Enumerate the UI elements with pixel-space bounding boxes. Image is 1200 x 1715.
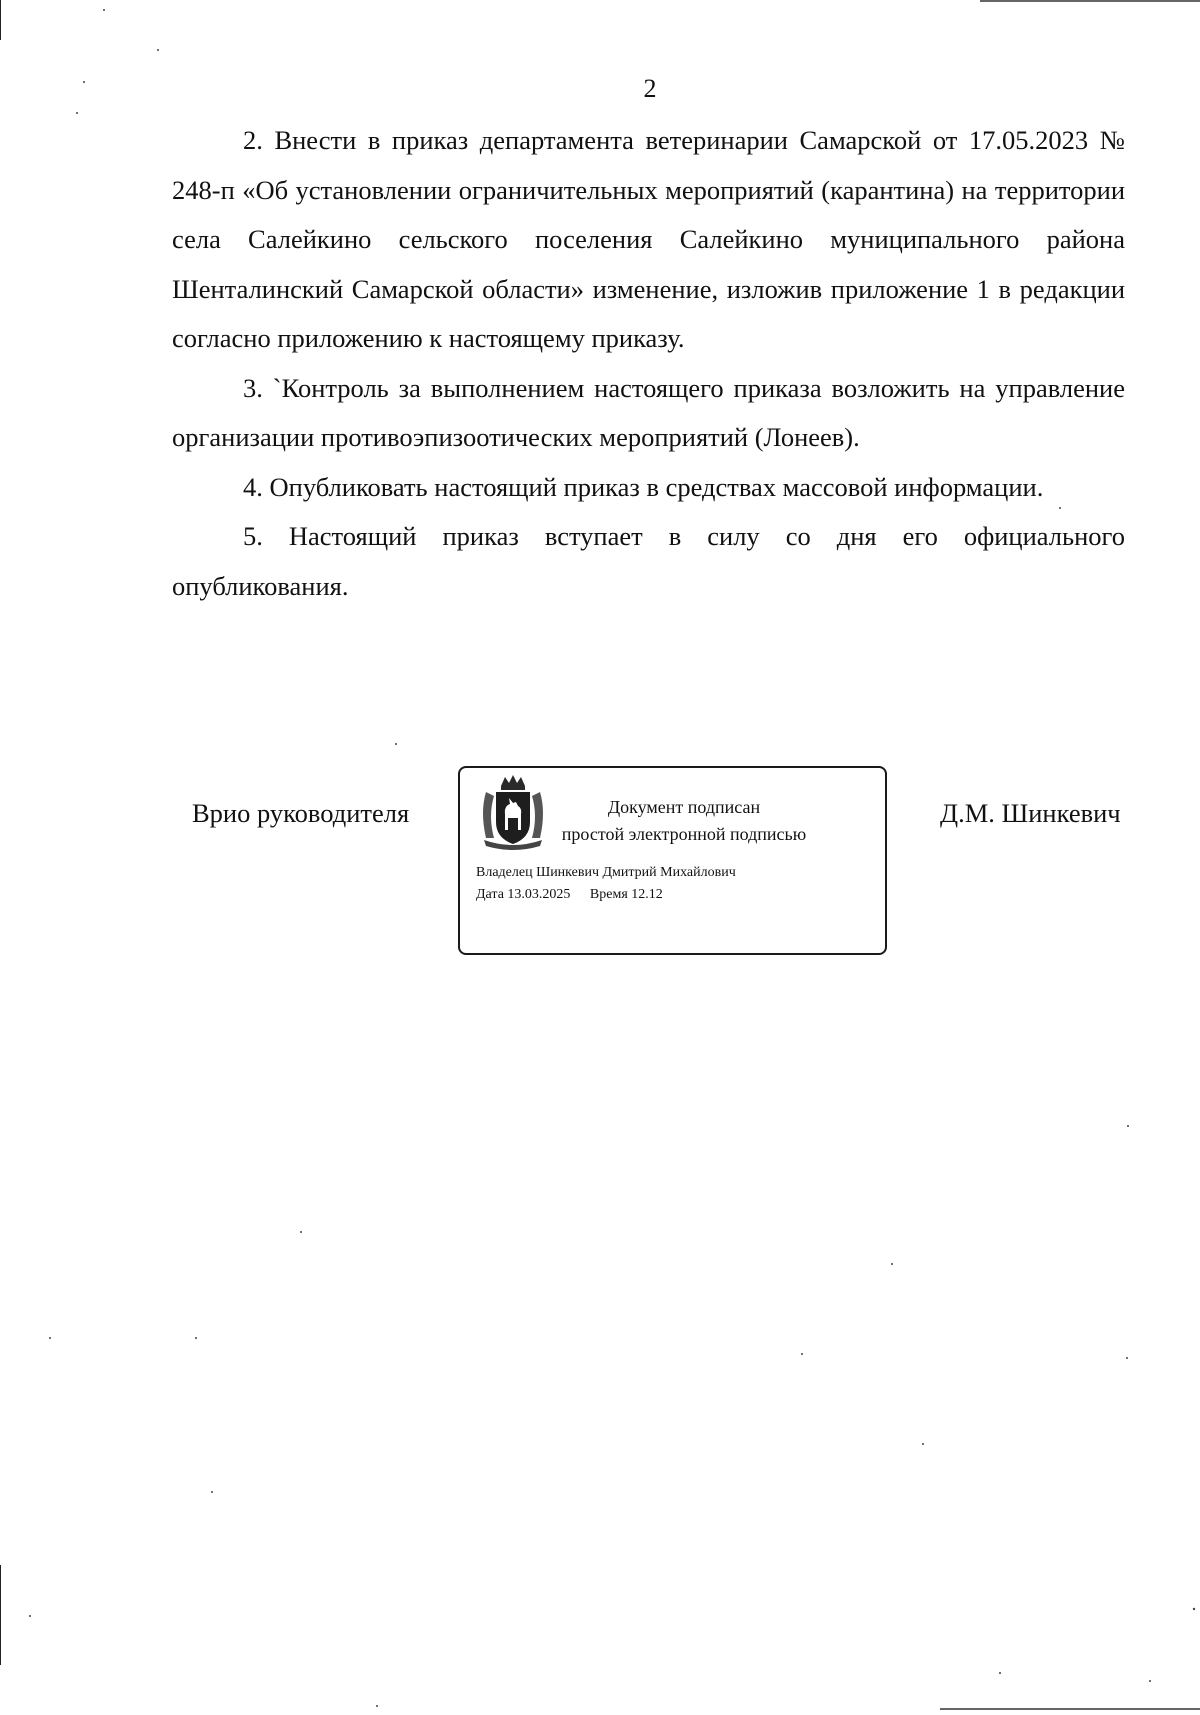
- paragraph-item-3: 3. `Контроль за выполнением настоящего приказа возложить на управление организации противоэпизоотических мероприятий (Лонеев).: [172, 372, 1125, 452]
- stamp-date-time: [476, 886, 663, 904]
- order-body: [172, 116, 1125, 611]
- stamp-subheading: простой электронной подписью: [561, 824, 807, 844]
- paragraph-item-5: 5. Настоящий приказ вступает в силу со дня его официального опубликования.: [172, 521, 1125, 601]
- paragraph-item-2: 2. Внести в приказ департамента ветеринарии Самарской от 17.05.2023 № 248-п «Об установлении ограничительных мероприятий (карантина) на территории села Салейкино сельского поселения Салейкино муниципального района Шенталинский Самарской области» изменение, изложив приложение 1 в редакции согласно приложению к настоящему приказу.: [172, 125, 1125, 353]
- page-number: 2: [643, 74, 657, 103]
- electronic-signature-stamp: [458, 766, 887, 955]
- paragraph-item-4: 4. Опубликовать настоящий приказ в средствах массовой информации.: [243, 471, 1044, 502]
- stamp-date: Дата 13.03.2025: [476, 887, 571, 902]
- stamp-owner: Владелец Шинкевич Дмитрий Михайлович: [476, 865, 736, 880]
- signer-name: Д.М. Шинкевич: [940, 798, 1121, 828]
- stamp-heading: Документ подписан: [607, 797, 761, 817]
- signer-position-title: Врио руководителя: [192, 798, 410, 828]
- stamp-time: Время 12.12: [589, 887, 663, 902]
